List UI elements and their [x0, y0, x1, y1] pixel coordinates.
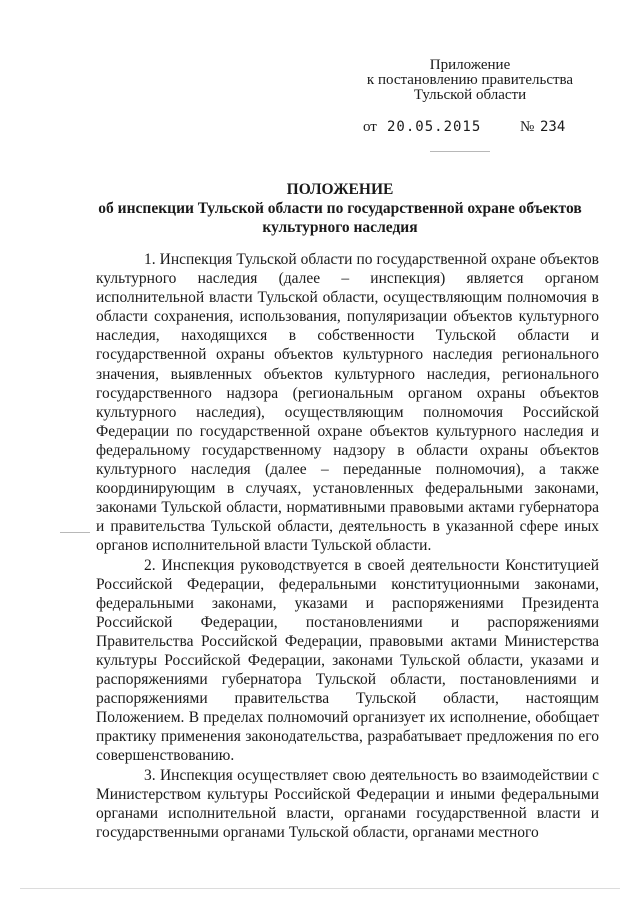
appendix-line-1: Приложение: [429, 57, 511, 73]
number-sign: №: [520, 119, 535, 135]
scan-artifact: [20, 888, 620, 889]
document-title: [60, 180, 620, 237]
scan-artifact: [60, 532, 90, 533]
title-subheading-line-2: культурного наследия: [262, 219, 418, 236]
document-number: 234: [540, 119, 566, 135]
document-body: [96, 250, 599, 842]
appendix-header: [355, 58, 585, 103]
paragraph-3: 3. Инспекция осуществляет свою деятельность во взаимодействии с Министерством культуры Российской Федерации и иными федеральными органами исполнительной власти, органами государственной власти и государственными органами Тульской области, органами местного: [96, 766, 599, 841]
date-prefix: от: [363, 119, 377, 135]
scan-artifact: [430, 151, 490, 152]
title-heading: ПОЛОЖЕНИЕ: [286, 181, 394, 198]
paragraph-1: 1. Инспекция Тульской области по государственной охране объектов культурного наследия (далее – инспекция) является органом исполнительной власти Тульской области, осуществляющим полномочия в области сохранения, использования, популяризации объектов культурного наследия, находящихся в собственности Тульской области и государственной охраны объектов культурного наследия регионального значения, выявленных объектов культурного наследия, регионального государственного надзора (региональным органом охраны объектов культурного наследия), осуществляющим полномочия Российской Федерации по государственной охране объектов культурного наследия и федеральному государственному надзору в области охраны объектов культурного наследия (далее – переданные полномочия), а также координирующим в случаях, установленных федеральными законами, законами Тульской области, нормативными правовыми актами губернатора и правительства Тульской области, деятельность в указанной сфере иных органов исполнительной власти Тульской области.: [96, 251, 599, 555]
document-date: 20.05.2015: [387, 119, 482, 135]
title-subheading-line-1: об инспекции Тульской области по государственной охране объектов: [98, 200, 582, 217]
paragraph-2: 2. Инспекция руководствуется в своей деятельности Конституцией Российской Федерации, федеральными конституционными законами, федеральными законами, указами и распоряжениями Президента Российской Федерации, постановлениями и распоряжениями Правительства Российской Федерации, правовыми актами Министерства культуры Российской Федерации, законами Тульской области, указами и распоряжениями губернатора Тульской области, постановлениями и распоряжениями правительства Тульской области, настоящим Положением. В пределах полномочий организует их исполнение, обобщает практику применения законодательства, разрабатывает предложения по его совершенствованию.: [96, 556, 599, 765]
appendix-line-2: к постановлению правительства: [366, 72, 574, 88]
appendix-line-3: Тульской области: [413, 87, 527, 103]
